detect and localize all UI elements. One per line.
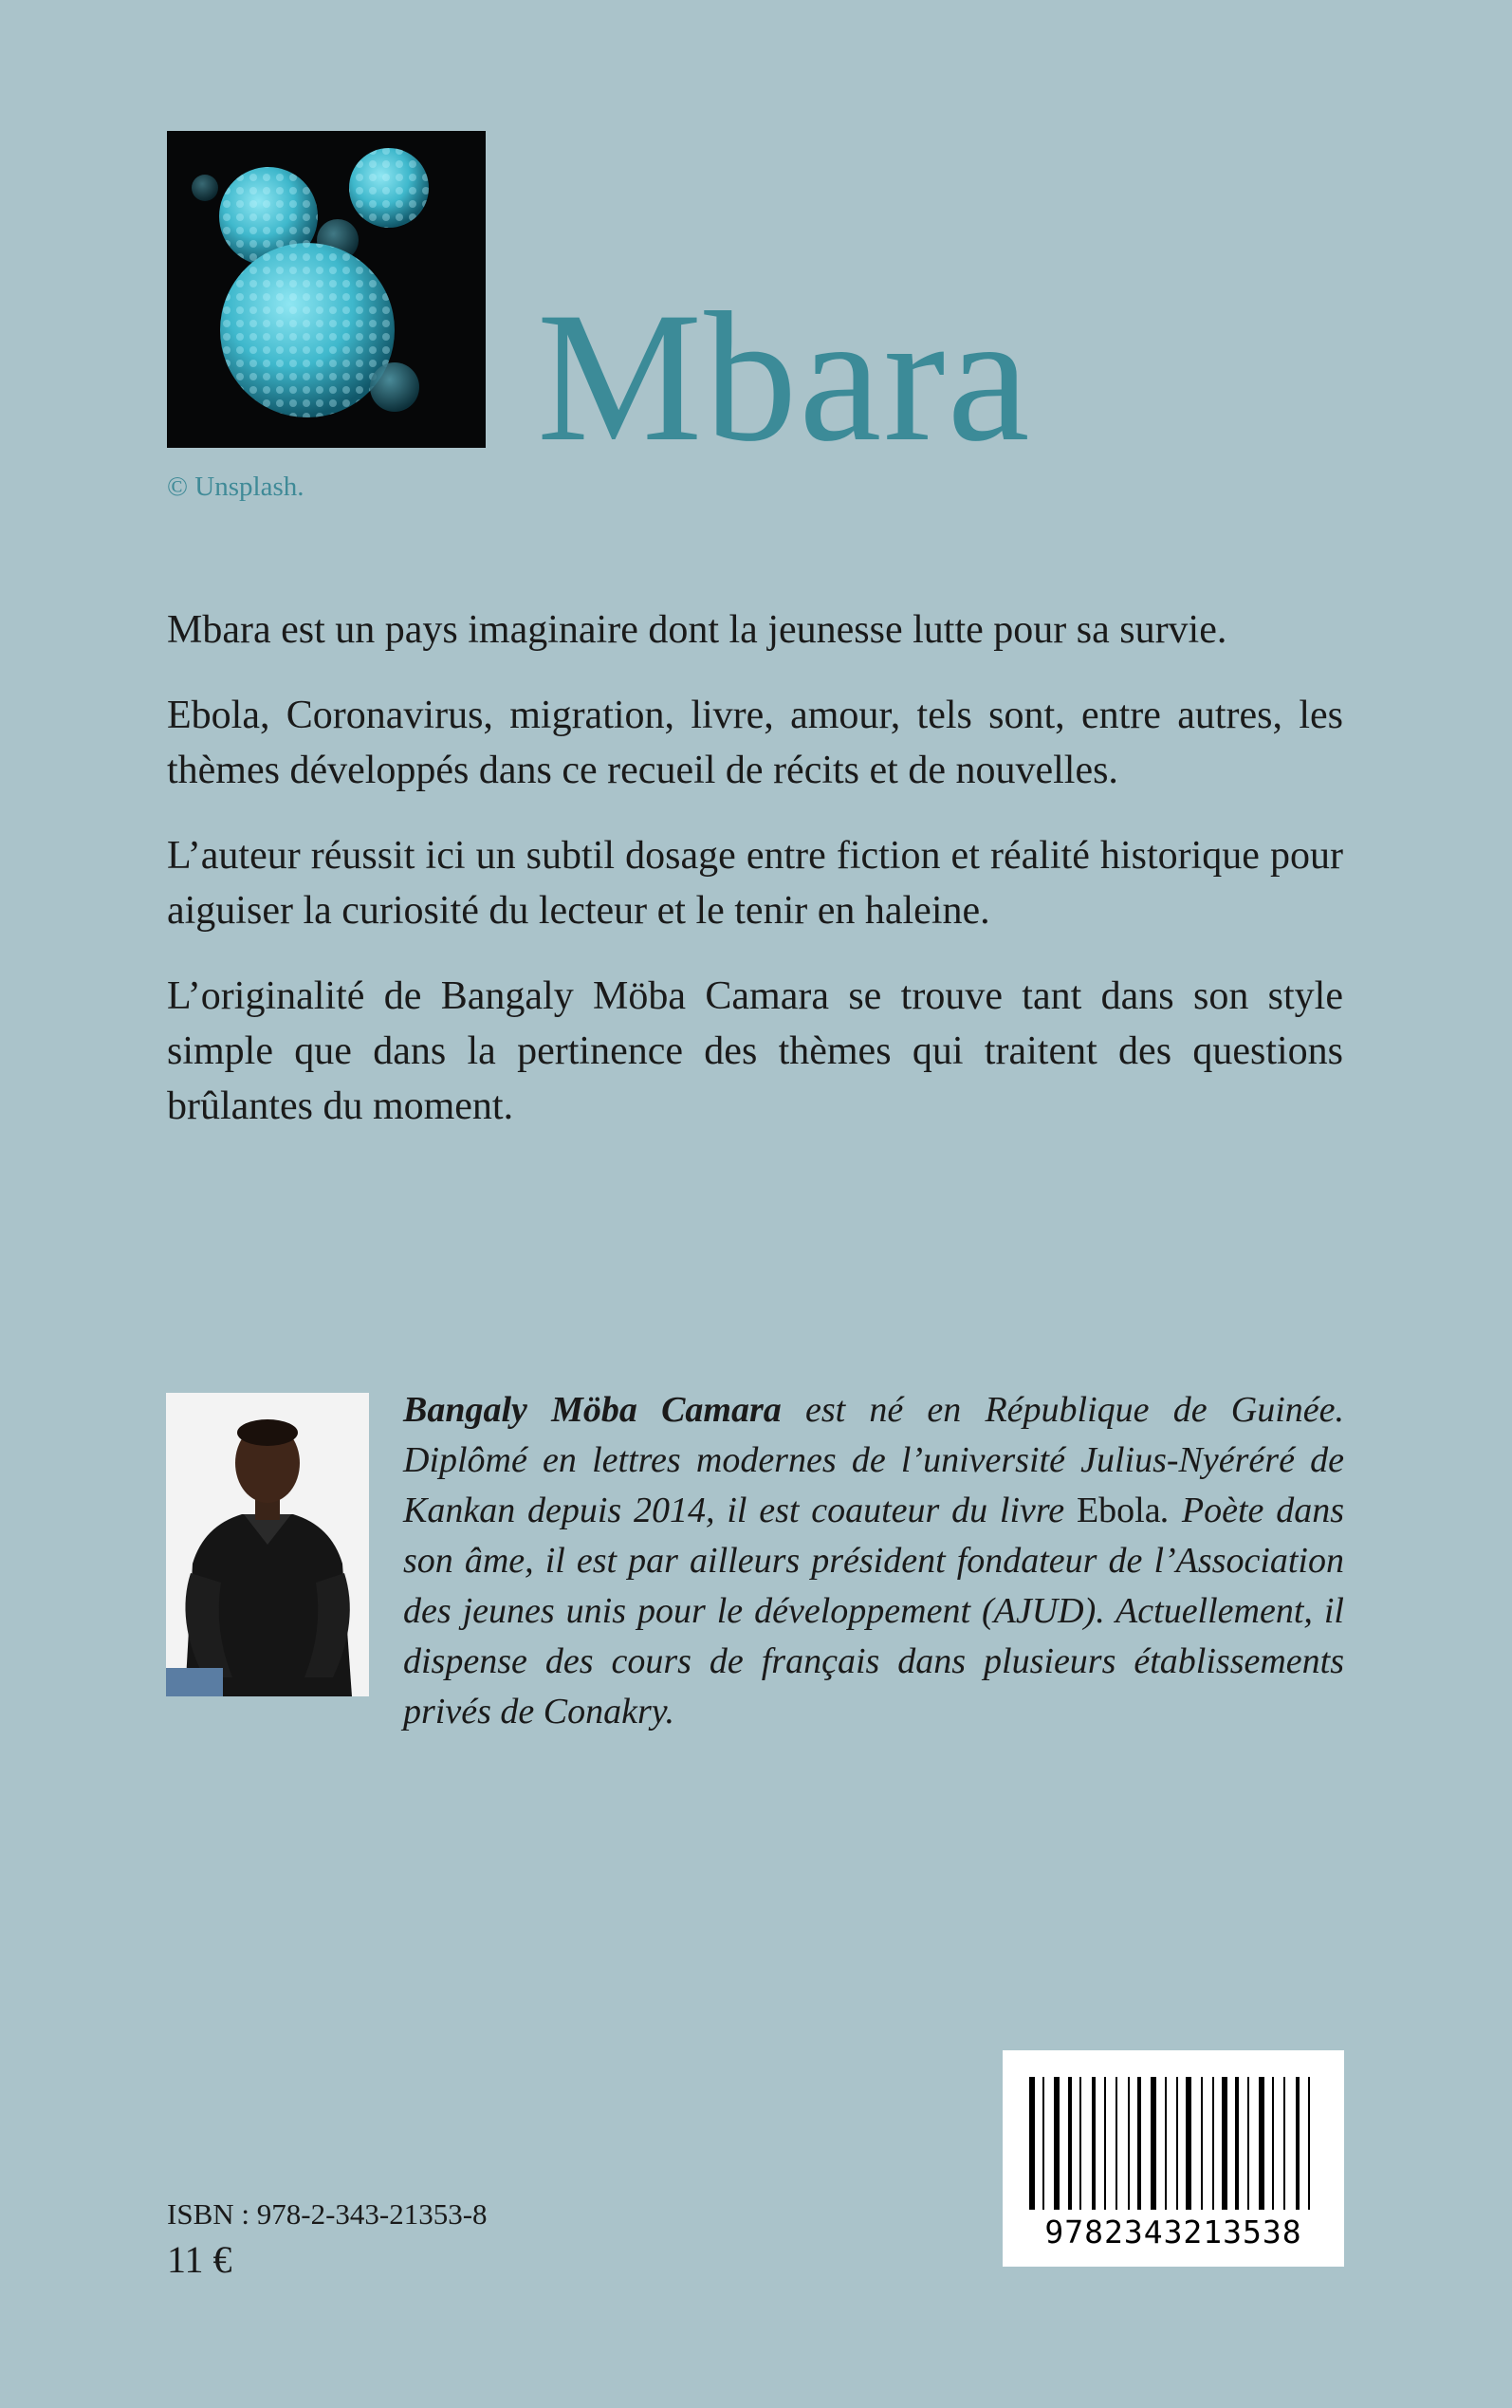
author-portrait-image <box>166 1393 369 1696</box>
blurb-paragraph-1: Mbara est un pays imaginaire dont la jeunesse lutte pour sa survie. <box>167 608 1227 652</box>
barcode-bar <box>1104 2077 1106 2210</box>
barcode-bar <box>1181 2077 1183 2210</box>
barcode-bar <box>1212 2077 1214 2210</box>
barcode-bar <box>1116 2077 1117 2210</box>
barcode-bar <box>1272 2077 1274 2210</box>
barcode-bar <box>1252 2077 1255 2210</box>
barcode-bar <box>1128 2077 1130 2210</box>
book-reference: Ebola <box>1076 1491 1161 1530</box>
barcode-bars <box>1029 2077 1318 2210</box>
barcode-bar <box>1296 2077 1300 2210</box>
author-photo <box>166 1393 369 1696</box>
photo-credit: © Unsplash. <box>167 472 304 502</box>
back-cover-blurb <box>167 602 1343 1164</box>
barcode-bar <box>1133 2077 1134 2210</box>
barcode-bar <box>1120 2077 1125 2210</box>
barcode-bar <box>1079 2077 1081 2210</box>
barcode-bar <box>1259 2077 1264 2210</box>
barcode-bar <box>1243 2077 1245 2210</box>
price: 11 € <box>167 2238 232 2281</box>
barcode-bar <box>1063 2077 1065 2210</box>
blurb-paragraph-2: Ebola, Coronavirus, migration, livre, amour, tels sont, entre autres, les thèmes développés dans ce recueil de récits et de nouvelles. <box>167 694 1343 792</box>
barcode-bar <box>1288 2077 1293 2210</box>
barcode-bar <box>1038 2077 1040 2210</box>
author-bio-part-2: . Poète dans son âme, il est par ailleurs président fondateur de l’Association des jeunes unis pour le développement (AJUD). Actuellement, il dispense des cours de français dans plusieurs établissements privés de Conakry. <box>403 1491 1344 1732</box>
barcode <box>1003 2050 1344 2267</box>
barcode-bar <box>1042 2077 1044 2210</box>
barcode-bar <box>1170 2077 1172 2210</box>
blurb-paragraph-4: L’originalité de Bangaly Möba Camara se trouve tant dans son style simple que dans la pertinence des thèmes qui traitent des questions brûlantes du moment. <box>167 974 1343 1128</box>
barcode-bar <box>1222 2077 1227 2210</box>
barcode-bar <box>1217 2077 1219 2210</box>
barcode-bar <box>1048 2077 1051 2210</box>
barcode-bar <box>1092 2077 1096 2210</box>
barcode-bar <box>1277 2077 1280 2210</box>
barcode-bar <box>1084 2077 1089 2210</box>
barcode-bar <box>1201 2077 1203 2210</box>
barcode-bar <box>1109 2077 1112 2210</box>
barcode-bar <box>1308 2077 1310 2210</box>
author-bio <box>403 1385 1344 1737</box>
barcode-bar <box>1176 2077 1178 2210</box>
isbn: ISBN : 978-2-343-21353-8 <box>167 2197 488 2231</box>
barcode-bar <box>1029 2077 1035 2210</box>
barcode-bar <box>1186 2077 1191 2210</box>
barcode-bar <box>1194 2077 1197 2210</box>
book-title: Mbara <box>537 274 1032 480</box>
barcode-digits: 9782343213538 <box>1044 2214 1302 2251</box>
author-bio-part-1: est né en République de Guinée. Diplômé en lettres modernes de l’université Julius-Nyéréré de Kankan depuis 2014, il est coauteur du livre <box>403 1390 1344 1530</box>
barcode-bar <box>1099 2077 1101 2210</box>
barcode-bar <box>1075 2077 1077 2210</box>
barcode-bar <box>1068 2077 1072 2210</box>
barcode-bar <box>1054 2077 1060 2210</box>
barcode-bar <box>1145 2077 1148 2210</box>
barcode-bar <box>1137 2077 1141 2210</box>
author-name: Bangaly Möba Camara <box>403 1390 782 1430</box>
barcode-bar <box>1283 2077 1285 2210</box>
virus-particles-image <box>167 131 486 448</box>
barcode-bar <box>1303 2077 1305 2210</box>
barcode-bar <box>1267 2077 1269 2210</box>
barcode-bar <box>1313 2077 1318 2210</box>
barcode-bar <box>1235 2077 1239 2210</box>
barcode-bar <box>1160 2077 1162 2210</box>
barcode-bar <box>1247 2077 1249 2210</box>
barcode-bar <box>1165 2077 1167 2210</box>
barcode-bar <box>1206 2077 1208 2210</box>
barcode-bar <box>1230 2077 1232 2210</box>
cover-virus-image <box>167 131 486 448</box>
barcode-bar <box>1151 2077 1156 2210</box>
blurb-paragraph-3: L’auteur réussit ici un subtil dosage entre fiction et réalité historique pour aiguiser la curiosité du lecteur et le tenir en haleine. <box>167 834 1343 933</box>
